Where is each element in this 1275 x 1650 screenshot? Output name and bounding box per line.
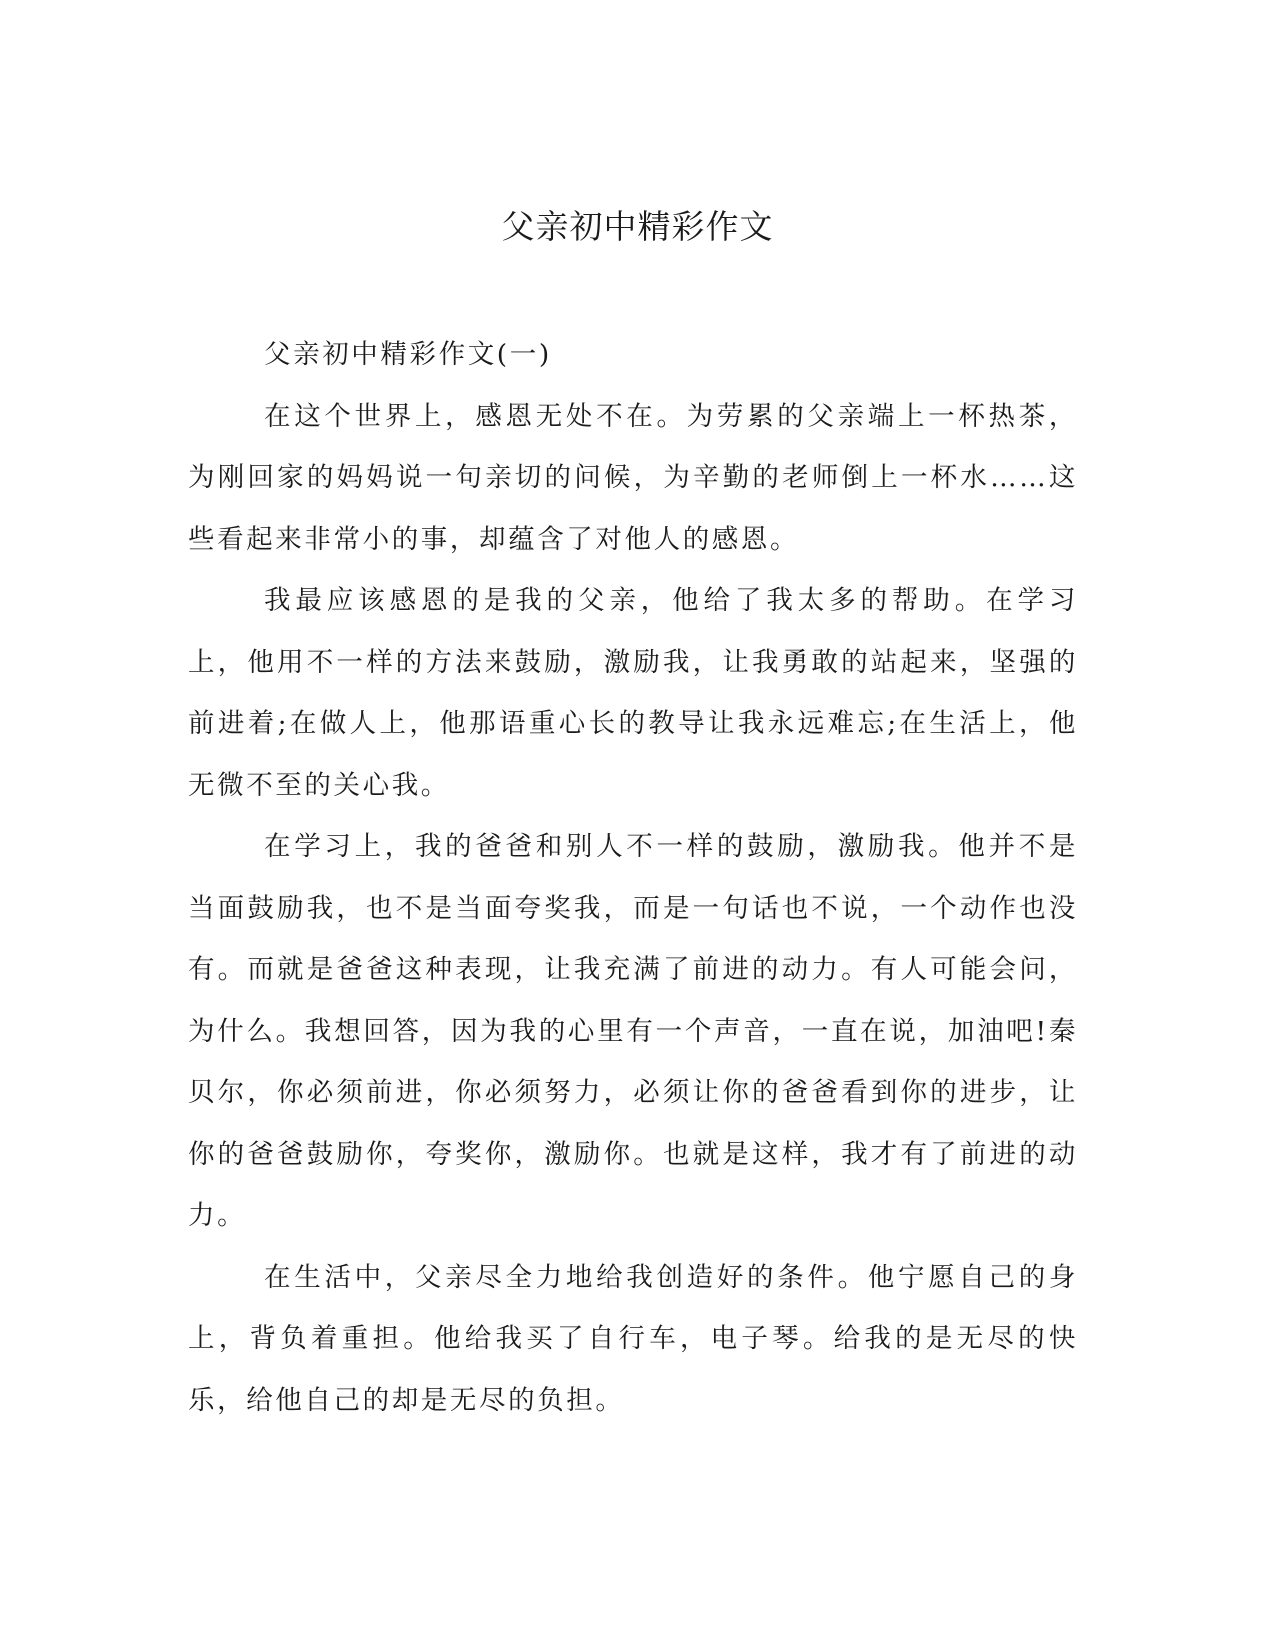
document-title: 父亲初中精彩作文: [501, 207, 774, 246]
paragraph-2: 我最应该感恩的是我的父亲，他给了我太多的帮助。在学习上，他用不一样的方法来鼓励，激励我，让我勇敢的站起来，坚强的前进着;在做人上，他那语重心长的教导让我永远难忘;在生活上，他无微不至的关心我。: [188, 585, 1078, 801]
document-body: [188, 324, 1078, 1431]
paragraph-1: 在这个世界上，感恩无处不在。为劳累的父亲端上一杯热茶，为刚回家的妈妈说一句亲切的问候，为辛勤的老师倒上一杯水……这些看起来非常小的事，却蕴含了对他人的感恩。: [188, 400, 1078, 555]
paragraph-4: 在生活中，父亲尽全力地给我创造好的条件。他宁愿自己的身上，背负着重担。他给我买了自行车，电子琴。给我的是无尽的快乐，给他自己的却是无尽的负担。: [188, 1261, 1078, 1416]
section-heading: 父亲初中精彩作文(一): [264, 339, 552, 370]
paragraph-3: 在学习上，我的爸爸和别人不一样的鼓励，激励我。他并不是当面鼓励我，也不是当面夸奖我，而是一句话也不说，一个动作也没有。而就是爸爸这种表现，让我充满了前进的动力。有人可能会问，为什么。我想回答，因为我的心里有一个声音，一直在说，加油吧!秦贝尔，你必须前进，你必须努力，必须让你的爸爸看到你的进步，让你的爸爸鼓励你，夸奖你，激励你。也就是这样，我才有了前进的动力。: [188, 831, 1078, 1231]
